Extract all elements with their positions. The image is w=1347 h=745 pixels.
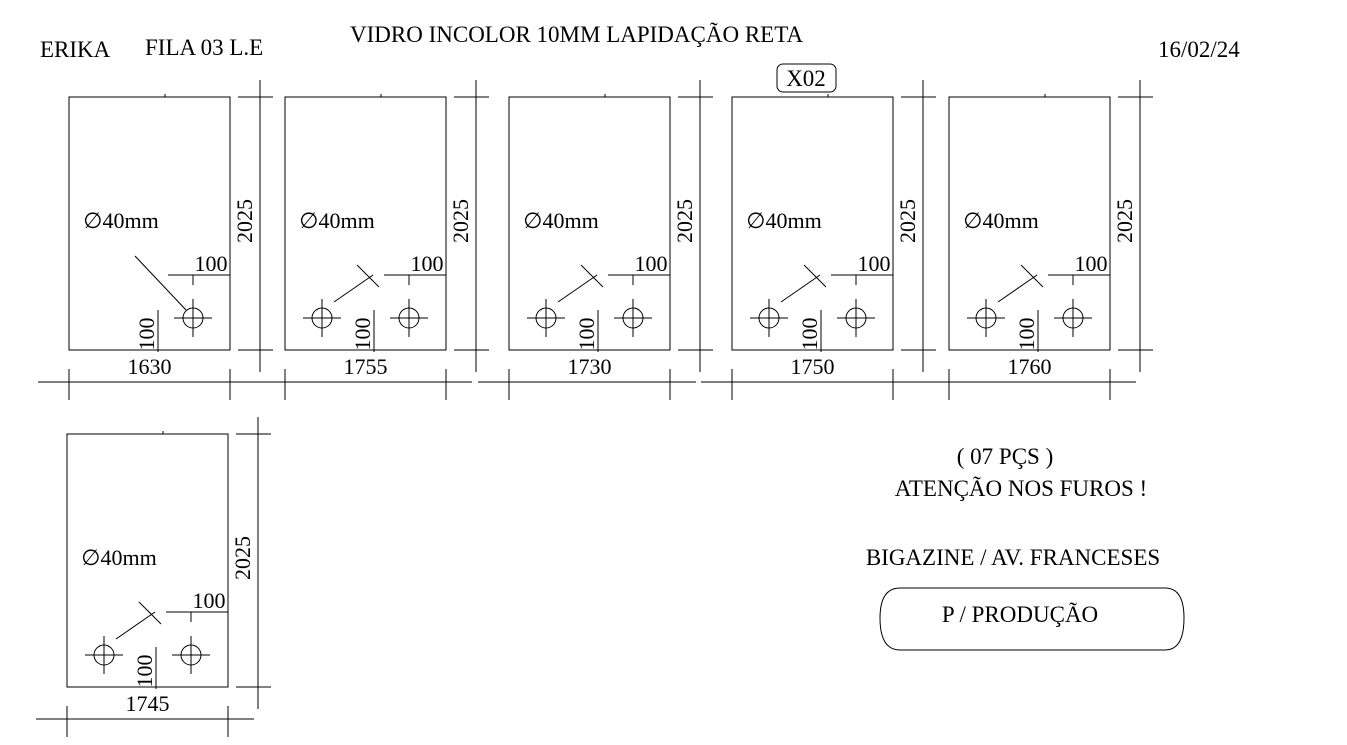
drill-hole bbox=[967, 299, 1005, 337]
height-dimension: 2025 bbox=[895, 199, 920, 243]
width-dimension: 1745 bbox=[125, 691, 170, 716]
quantity-note: ( 07 PÇS ) bbox=[956, 444, 1054, 469]
leader-line bbox=[781, 275, 820, 302]
glass-panel bbox=[254, 80, 489, 400]
leader-line bbox=[116, 612, 155, 639]
drill-hole bbox=[390, 299, 428, 337]
offset-h-label: 100 bbox=[410, 251, 444, 276]
hole-diameter-label: ∅40mm bbox=[299, 208, 375, 233]
leader-line bbox=[998, 275, 1037, 302]
glass-panel bbox=[478, 80, 713, 400]
width-dimension: 1755 bbox=[343, 354, 388, 379]
offset-v-label: 100 bbox=[1014, 317, 1039, 351]
drill-hole bbox=[85, 636, 123, 674]
location-note: BIGAZINE / AV. FRANCESES bbox=[865, 545, 1161, 570]
glass-panels bbox=[36, 80, 1153, 737]
offset-h-label: 100 bbox=[857, 251, 891, 276]
height-dimension: 2025 bbox=[672, 199, 697, 243]
leader-line bbox=[334, 275, 373, 302]
offset-h-label: 100 bbox=[1074, 251, 1108, 276]
multiplier-badge bbox=[777, 64, 836, 92]
drill-hole bbox=[837, 299, 875, 337]
drawing-title: VIDRO INCOLOR 10MM LAPIDAÇÃO RETA bbox=[350, 22, 804, 47]
drill-hole bbox=[614, 299, 652, 337]
row-label: FILA 03 L.E bbox=[145, 35, 264, 60]
drill-hole bbox=[527, 299, 565, 337]
offset-h-label: 100 bbox=[192, 588, 226, 613]
width-dimension: 1730 bbox=[567, 354, 612, 379]
drawing-date: 16/02/24 bbox=[1158, 37, 1240, 62]
height-dimension: 2025 bbox=[232, 199, 257, 243]
glass-panel bbox=[701, 80, 936, 400]
hole-diameter-label: ∅40mm bbox=[746, 208, 822, 233]
drill-hole bbox=[303, 299, 341, 337]
offset-v-label: 100 bbox=[350, 317, 375, 351]
hole-diameter-label: ∅40mm bbox=[963, 208, 1039, 233]
drill-hole bbox=[174, 299, 212, 337]
stamp-label: P / PRODUÇÃO bbox=[941, 602, 1099, 627]
offset-h-label: 100 bbox=[194, 251, 228, 276]
offset-v-label: 100 bbox=[132, 654, 157, 688]
leader-line bbox=[135, 256, 186, 310]
hole-diameter-label: ∅40mm bbox=[81, 545, 157, 570]
height-dimension: 2025 bbox=[448, 199, 473, 243]
glass-panel bbox=[38, 80, 273, 400]
drill-hole bbox=[750, 299, 788, 337]
offset-h-label: 100 bbox=[634, 251, 668, 276]
multiplier-label: X02 bbox=[786, 66, 826, 91]
client-name: ERIKA bbox=[40, 37, 111, 62]
glass-panel bbox=[36, 417, 271, 737]
offset-v-label: 100 bbox=[134, 317, 159, 351]
drill-hole bbox=[1054, 299, 1092, 337]
drill-hole bbox=[172, 636, 210, 674]
leader-line bbox=[558, 275, 597, 302]
height-dimension: 2025 bbox=[230, 536, 255, 580]
width-dimension: 1760 bbox=[1007, 354, 1052, 379]
height-dimension: 2025 bbox=[1112, 199, 1137, 243]
offset-v-label: 100 bbox=[797, 317, 822, 351]
offset-v-label: 100 bbox=[574, 317, 599, 351]
production-stamp bbox=[880, 588, 1184, 650]
warning-note: ATENÇÃO NOS FUROS ! bbox=[894, 476, 1148, 501]
hole-diameter-label: ∅40mm bbox=[83, 208, 159, 233]
hole-diameter-label: ∅40mm bbox=[523, 208, 599, 233]
width-dimension: 1750 bbox=[790, 354, 835, 379]
glass-panel bbox=[918, 80, 1153, 400]
width-dimension: 1630 bbox=[127, 354, 172, 379]
